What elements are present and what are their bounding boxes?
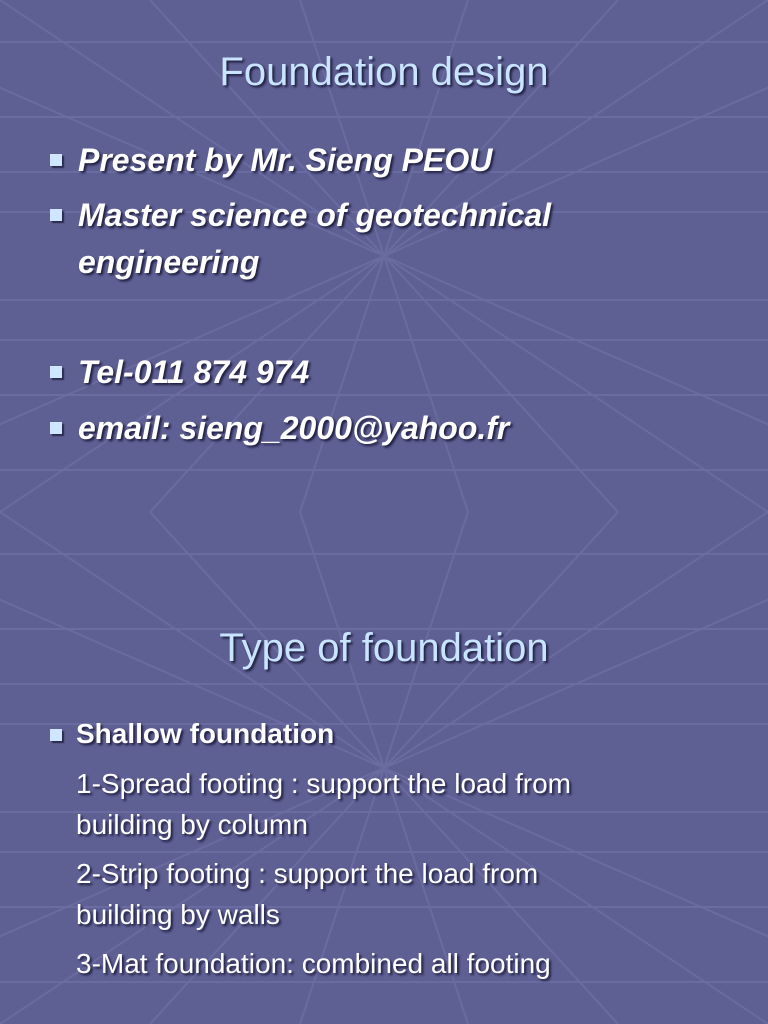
mat-foundation-line: 3-Mat foundation: combined all footing <box>76 948 551 979</box>
degree-text-line2: engineering <box>78 244 260 280</box>
slide-title: Foundation design <box>219 50 549 94</box>
presenter-text: Present by Mr. Sieng PEOU <box>78 142 493 178</box>
email-text: email: sieng_2000@yahoo.fr <box>78 410 510 446</box>
degree-text-line1: Master science of geotechnical <box>78 197 552 233</box>
strip-footing-line1: 2-Strip footing : support the load from <box>76 858 539 889</box>
square-bullet-icon <box>50 154 62 166</box>
slide-type-of-foundation <box>0 512 768 1024</box>
spread-footing-line2: building by column <box>76 809 308 840</box>
strip-footing-line2: building by walls <box>76 899 280 930</box>
shallow-foundation-heading: Shallow foundation <box>76 718 335 749</box>
square-bullet-icon <box>50 729 62 741</box>
square-bullet-icon <box>50 209 62 221</box>
slide-title: Type of foundation <box>219 626 549 670</box>
spread-footing-line1: 1-Spread footing : support the load from <box>76 768 571 799</box>
square-bullet-icon <box>50 366 62 378</box>
square-bullet-icon <box>50 422 62 434</box>
phone-text: Tel-011 874 974 <box>78 354 310 390</box>
